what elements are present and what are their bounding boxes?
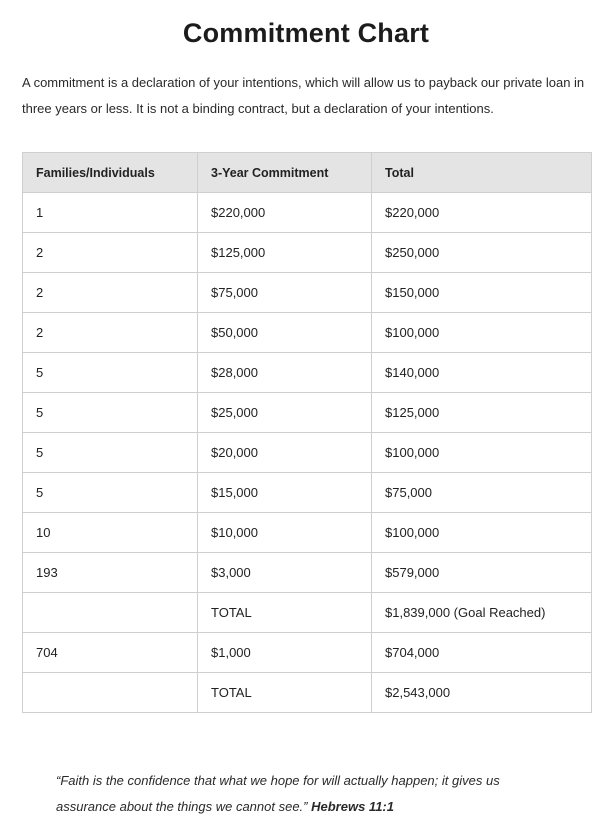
table-row <box>23 273 592 313</box>
header-families: Families/Individuals <box>23 153 198 193</box>
table-row <box>23 433 592 473</box>
families-cell: 2 <box>23 233 198 273</box>
total-cell: $2,543,000 <box>372 673 592 713</box>
commitment-cell: $1,000 <box>198 633 372 673</box>
families-cell: 5 <box>23 433 198 473</box>
total-cell: $125,000 <box>372 393 592 433</box>
commitment-cell: $25,000 <box>198 393 372 433</box>
total-cell: $250,000 <box>372 233 592 273</box>
commitment-table <box>22 152 592 713</box>
commitment-cell: $50,000 <box>198 313 372 353</box>
families-cell: 2 <box>23 313 198 353</box>
total-cell: $100,000 <box>372 313 592 353</box>
families-cell: 10 <box>23 513 198 553</box>
quote-reference: Hebrews 11:1 <box>311 799 394 814</box>
families-cell: 5 <box>23 393 198 433</box>
families-cell: 193 <box>23 553 198 593</box>
header-total: Total <box>372 153 592 193</box>
table-row <box>23 313 592 353</box>
table-row <box>23 673 592 713</box>
table-row <box>23 633 592 673</box>
commitment-cell: $10,000 <box>198 513 372 553</box>
total-cell: $1,839,000 (Goal Reached) <box>372 593 592 633</box>
total-cell: $75,000 <box>372 473 592 513</box>
table-row <box>23 553 592 593</box>
commitment-cell: $28,000 <box>198 353 372 393</box>
table-row <box>23 233 592 273</box>
table-row <box>23 353 592 393</box>
commitment-cell: $125,000 <box>198 233 372 273</box>
table-row <box>23 513 592 553</box>
commitment-cell: $20,000 <box>198 433 372 473</box>
total-cell: $100,000 <box>372 433 592 473</box>
commitment-cell: $3,000 <box>198 553 372 593</box>
quote-text: “Faith is the confidence that what we hope for will actually happen; it gives us assurance about the things we cannot see.” <box>56 773 500 814</box>
scripture-quote <box>56 768 556 820</box>
commitment-cell: $75,000 <box>198 273 372 313</box>
page-title: Commitment Chart <box>182 18 430 48</box>
families-cell: 1 <box>23 193 198 233</box>
intro-paragraph: A commitment is a declaration of your intentions, which will allow us to payback our private loan in three years or less. It is not a binding contract, but a declaration of your intentions. <box>22 75 585 116</box>
families-cell <box>23 673 198 713</box>
total-cell: $220,000 <box>372 193 592 233</box>
commitment-cell: $15,000 <box>198 473 372 513</box>
total-cell: $579,000 <box>372 553 592 593</box>
table-row <box>23 393 592 433</box>
total-cell: $150,000 <box>372 273 592 313</box>
table-row <box>23 473 592 513</box>
families-cell: 704 <box>23 633 198 673</box>
total-cell: $140,000 <box>372 353 592 393</box>
commitment-cell: TOTAL <box>198 673 372 713</box>
families-cell: 2 <box>23 273 198 313</box>
table-row <box>23 193 592 233</box>
table-header-row <box>23 153 592 193</box>
commitment-cell: $220,000 <box>198 193 372 233</box>
total-cell: $100,000 <box>372 513 592 553</box>
families-cell: 5 <box>23 473 198 513</box>
header-commitment: 3-Year Commitment <box>198 153 372 193</box>
families-cell <box>23 593 198 633</box>
commitment-cell: TOTAL <box>198 593 372 633</box>
table-row <box>23 593 592 633</box>
families-cell: 5 <box>23 353 198 393</box>
total-cell: $704,000 <box>372 633 592 673</box>
